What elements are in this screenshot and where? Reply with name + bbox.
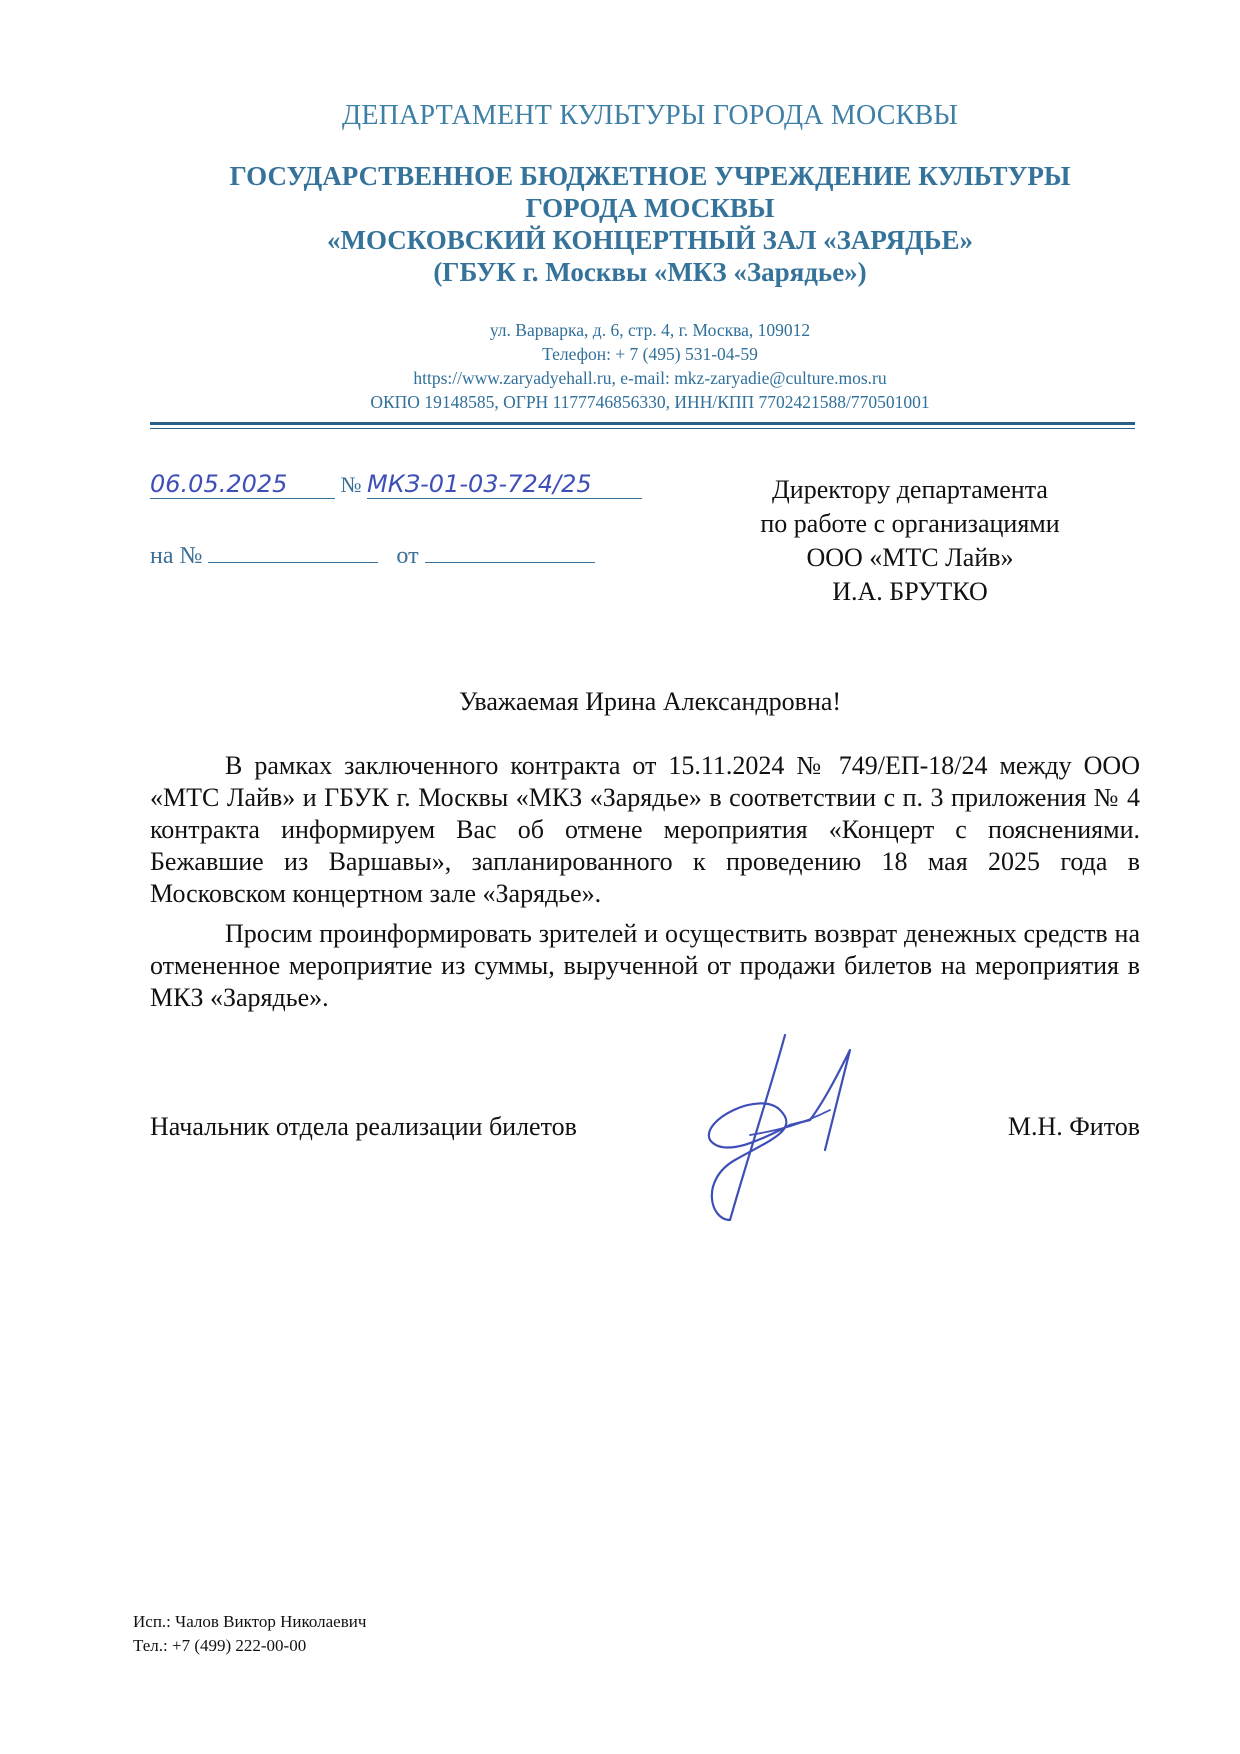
letter-body (150, 750, 1140, 1022)
header-divider-thin (150, 428, 1135, 429)
body-paragraph-1: В рамках заключенного контракта от 15.11.2024 № 749/ЕП-18/24 между ООО «МТС Лайв» и ГБУК г. Москвы «МКЗ «Зарядье» в соответствии с п. 3 приложения № 4 контракта информируем Вас об отмене мероприятия «Концерт с пояснениями. Бежавшие из Варшавы», запланированного к проведению 18 мая 2025 года в Московском концертном зале «Зарядье». (150, 751, 1140, 908)
executor-name: Исп.: Чалов Виктор Николаевич (133, 1612, 367, 1631)
reference-date-blank (425, 540, 595, 563)
handwritten-signature-icon (690, 1030, 870, 1230)
executor-block (133, 1610, 366, 1658)
codes-line: ОКПО 19148585, ОГРН 1177746856330, ИНН/КПП 7702421588/770501001 (370, 392, 930, 412)
registration-date: 06.05.2025 (150, 470, 335, 499)
org-line-2: ГОРОДА МОСКВЫ (525, 193, 775, 223)
web-email-line: https://www.zaryadyehall.ru, e-mail: mkz-zaryadie@culture.mos.ru (413, 368, 887, 388)
addressee-line-3: ООО «МТС Лайв» (806, 543, 1014, 572)
addressee-line-4: И.А. БРУТКО (832, 577, 988, 606)
reference-label: на № (150, 543, 203, 569)
org-line-3: «МОСКОВСКИЙ КОНЦЕРТНЫЙ ЗАЛ «ЗАРЯДЬЕ» (326, 225, 974, 255)
department-name: ДЕПАРТАМЕНТ КУЛЬТУРЫ ГОРОДА МОСКВЫ (342, 100, 958, 131)
registration-line (150, 470, 642, 499)
signatory-title: Начальник отдела реализации билетов (150, 1112, 577, 1141)
contacts-block (290, 318, 1010, 414)
executor-phone: Тел.: +7 (499) 222-00-00 (133, 1636, 307, 1655)
reference-line (150, 540, 595, 570)
number-sign: № (340, 472, 362, 497)
addressee-line-2: по работе с организациями (760, 509, 1060, 538)
signatory-name: М.Н. Фитов (1007, 1112, 1140, 1141)
addressee-line-1: Директору департамента (772, 475, 1048, 504)
org-line-4: (ГБУК г. Москвы «МКЗ «Зарядье») (433, 257, 867, 287)
registration-number: МКЗ-01-03-724/25 (367, 470, 642, 499)
reference-from-label: от (396, 543, 419, 569)
address-line: ул. Варварка, д. 6, стр. 4, г. Москва, 109012 (489, 320, 811, 340)
body-paragraph-2: Просим проинформировать зрителей и осуществить возврат денежных средств на отмененное мероприятие из суммы, вырученной от продажи билетов на мероприятия в МКЗ «Зарядье». (150, 919, 1140, 1012)
org-line-1: ГОСУДАРСТВЕННОЕ БЮДЖЕТНОЕ УЧРЕЖДЕНИЕ КУЛЬТУРЫ (229, 161, 1071, 191)
phone-line: Телефон: + 7 (495) 531-04-59 (542, 344, 758, 364)
header-divider-thick (150, 422, 1135, 425)
organization-name (0, 160, 1240, 288)
greeting: Уважаемая Ирина Александровна! (458, 687, 842, 716)
reference-number-blank (208, 540, 378, 563)
addressee-block (700, 473, 1120, 609)
